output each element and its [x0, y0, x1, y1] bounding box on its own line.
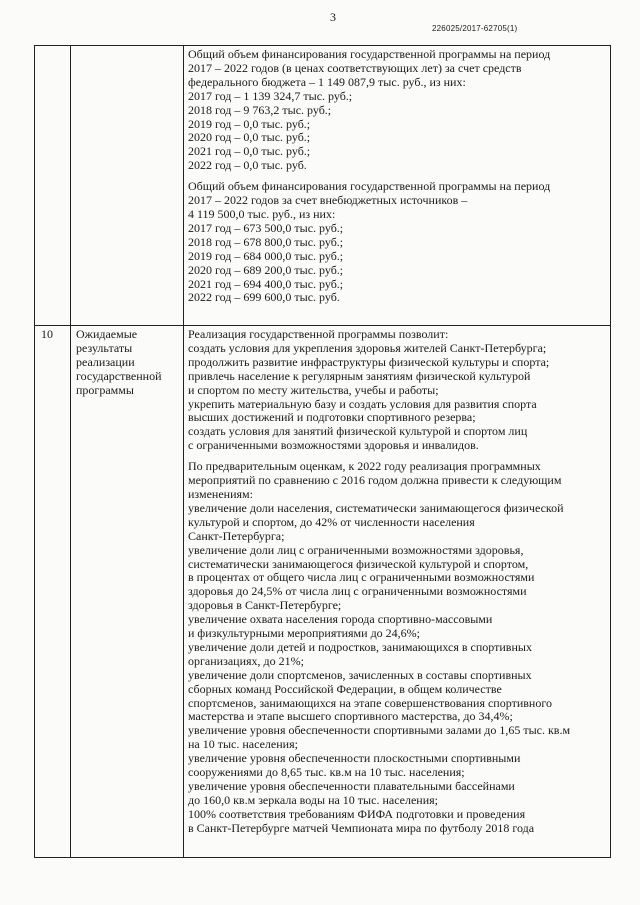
text-line: 2020 год – 0,0 тыс. руб.; [188, 130, 311, 145]
text-line: до 160,0 кв.м зеркала воды на 10 тыс. населения; [188, 792, 439, 807]
text-line: 2022 год – 0,0 тыс. руб. [188, 158, 307, 173]
paragraph-extrabudgetary [188, 180, 610, 305]
text-line: Санкт-Петербурга; [188, 528, 285, 543]
text-line: Общий объем финансирования государственной программы на период [188, 179, 551, 194]
text-line: 100% соответствия требованиям ФИФА подготовки и проведения [188, 806, 526, 821]
text-line: изменениям: [188, 486, 253, 501]
text-line: в процентах от общего числа лиц с ограниченными возможностями [188, 570, 535, 585]
text-line: на 10 тыс. населения; [188, 737, 298, 752]
text-line: 2017 год – 1 139 324,7 тыс. руб.; [188, 88, 353, 103]
text-line: Общий объем финансирования государственной программы на период [188, 47, 551, 61]
text-line: 2019 год – 0,0 тыс. руб.; [188, 116, 311, 131]
table-row [35, 46, 611, 326]
text-line: федерального бюджета – 1 149 087,9 тыс. руб., из них: [188, 74, 466, 89]
text-line: По предварительным оценкам, к 2022 году реализация программных [188, 459, 541, 474]
text-line: увеличение охвата населения города спортивно-массовыми [188, 612, 493, 627]
page-number: 3 [330, 10, 336, 24]
text-line: организациях, до 21%; [188, 653, 304, 668]
text-line: увеличение доли лиц с ограниченными возможностями здоровья, [188, 542, 524, 557]
text-line: 2019 год – 684 000,0 тыс. руб.; [188, 248, 344, 263]
document-id: 226025/2017-62705(1) [432, 24, 518, 33]
text-line: привлечь население к регулярным занятиям физической культурой [188, 368, 531, 383]
text-line: систематически занимающегося физической культурой и спортом, [188, 556, 529, 571]
text-line: 2021 год – 0,0 тыс. руб.; [188, 144, 311, 159]
text-line: культурой и спортом, до 42% от численности населения [188, 514, 475, 529]
text-line: 2022 год – 699 600,0 тыс. руб. [188, 290, 340, 305]
text-line: с ограниченными возможностями здоровья и инвалидов. [188, 438, 479, 453]
row-label-line: программы [76, 382, 134, 397]
text-line: в Санкт-Петербурге матчей Чемпионата мира по футболу 2018 года [188, 820, 535, 835]
text-line: увеличение доли детей и подростков, занимающихся в спортивных [188, 639, 532, 654]
text-line: Реализация государственной программы позволит: [188, 327, 449, 341]
text-line: здоровья в Санкт-Петербурге; [188, 598, 342, 613]
text-line: здоровья до 24,5% от числа лиц с ограниченными возможностями [188, 584, 527, 599]
text-line: 2017 – 2022 годов за счет внебюджетных источников – [188, 193, 468, 208]
text-line: укрепить материальную базу и создать условия для развития спорта [188, 396, 537, 411]
text-line: 4 119 500,0 тыс. руб., из них: [188, 206, 336, 221]
text-line: увеличение доли населения, систематически занимающегося физической [188, 500, 564, 515]
paragraph-program-goals [188, 328, 610, 453]
text-line: высших достижений и подготовки спортивного резерва; [188, 410, 476, 425]
text-line: сборных команд Российской Федерации, в общем количестве [188, 681, 502, 696]
text-line: 2017 – 2022 годов (в ценах соответствующих лет) за счет средств [188, 60, 522, 75]
text-line: создать условия для занятий физической культурой и спортом лиц [188, 424, 528, 439]
text-line: и физкультурными мероприятиями до 24,6%; [188, 626, 421, 641]
text-line: увеличение уровня обеспеченности спортивными залами до 1,65 тыс. кв.м [188, 723, 571, 738]
text-line: увеличение уровня обеспеченности плавательными бассейнами [188, 779, 515, 793]
text-line: 2018 год – 9 763,2 тыс. руб.; [188, 102, 332, 117]
row-number-cell [35, 46, 71, 326]
row-label-cell [71, 326, 184, 858]
text-line: мероприятий по сравнению с 2016 годом должна привести к следующим [188, 473, 562, 488]
text-line: создать условия для укрепления здоровья жителей Санкт-Петербурга; [188, 340, 547, 355]
text-line: 2017 год – 673 500,0 тыс. руб.; [188, 220, 344, 235]
row-content-cell [184, 46, 611, 326]
row-label-line: Ожидаемые [76, 327, 138, 341]
row-label-line: государственной [76, 368, 162, 383]
text-line: и спортом по месту жительства, учебы и работы; [188, 382, 439, 397]
text-line: сооружениями до 8,65 тыс. кв.м на 10 тыс. населения; [188, 765, 465, 780]
row-number-cell [35, 326, 71, 858]
row-label-line: реализации [76, 354, 135, 369]
table-row [35, 326, 611, 858]
text-line: увеличение доли спортсменов, зачисленных в составы спортивных [188, 667, 532, 682]
text-line: мастерства и этапе высшего спортивного мастерства, до 34,4%; [188, 709, 513, 724]
row-label-line: результаты [76, 340, 133, 355]
text-line: спортсменов, занимающихся на этапе совершенствования спортивного [188, 695, 552, 710]
text-line: 2018 год – 678 800,0 тыс. руб.; [188, 234, 344, 249]
row-label-cell [71, 46, 184, 326]
text-line: продолжить развитие инфраструктуры физической культуры и спорта; [188, 354, 550, 369]
text-line: увеличение уровня обеспеченности плоскостными спортивными [188, 751, 521, 766]
row-number: 10 [41, 327, 53, 341]
row-content-cell [184, 326, 611, 858]
text-line: 2021 год – 694 400,0 тыс. руб.; [188, 276, 344, 291]
program-passport-table [34, 45, 611, 858]
paragraph-federal-budget [188, 48, 610, 173]
text-line: 2020 год – 689 200,0 тыс. руб.; [188, 262, 344, 277]
paragraph-expected-changes [188, 460, 610, 835]
